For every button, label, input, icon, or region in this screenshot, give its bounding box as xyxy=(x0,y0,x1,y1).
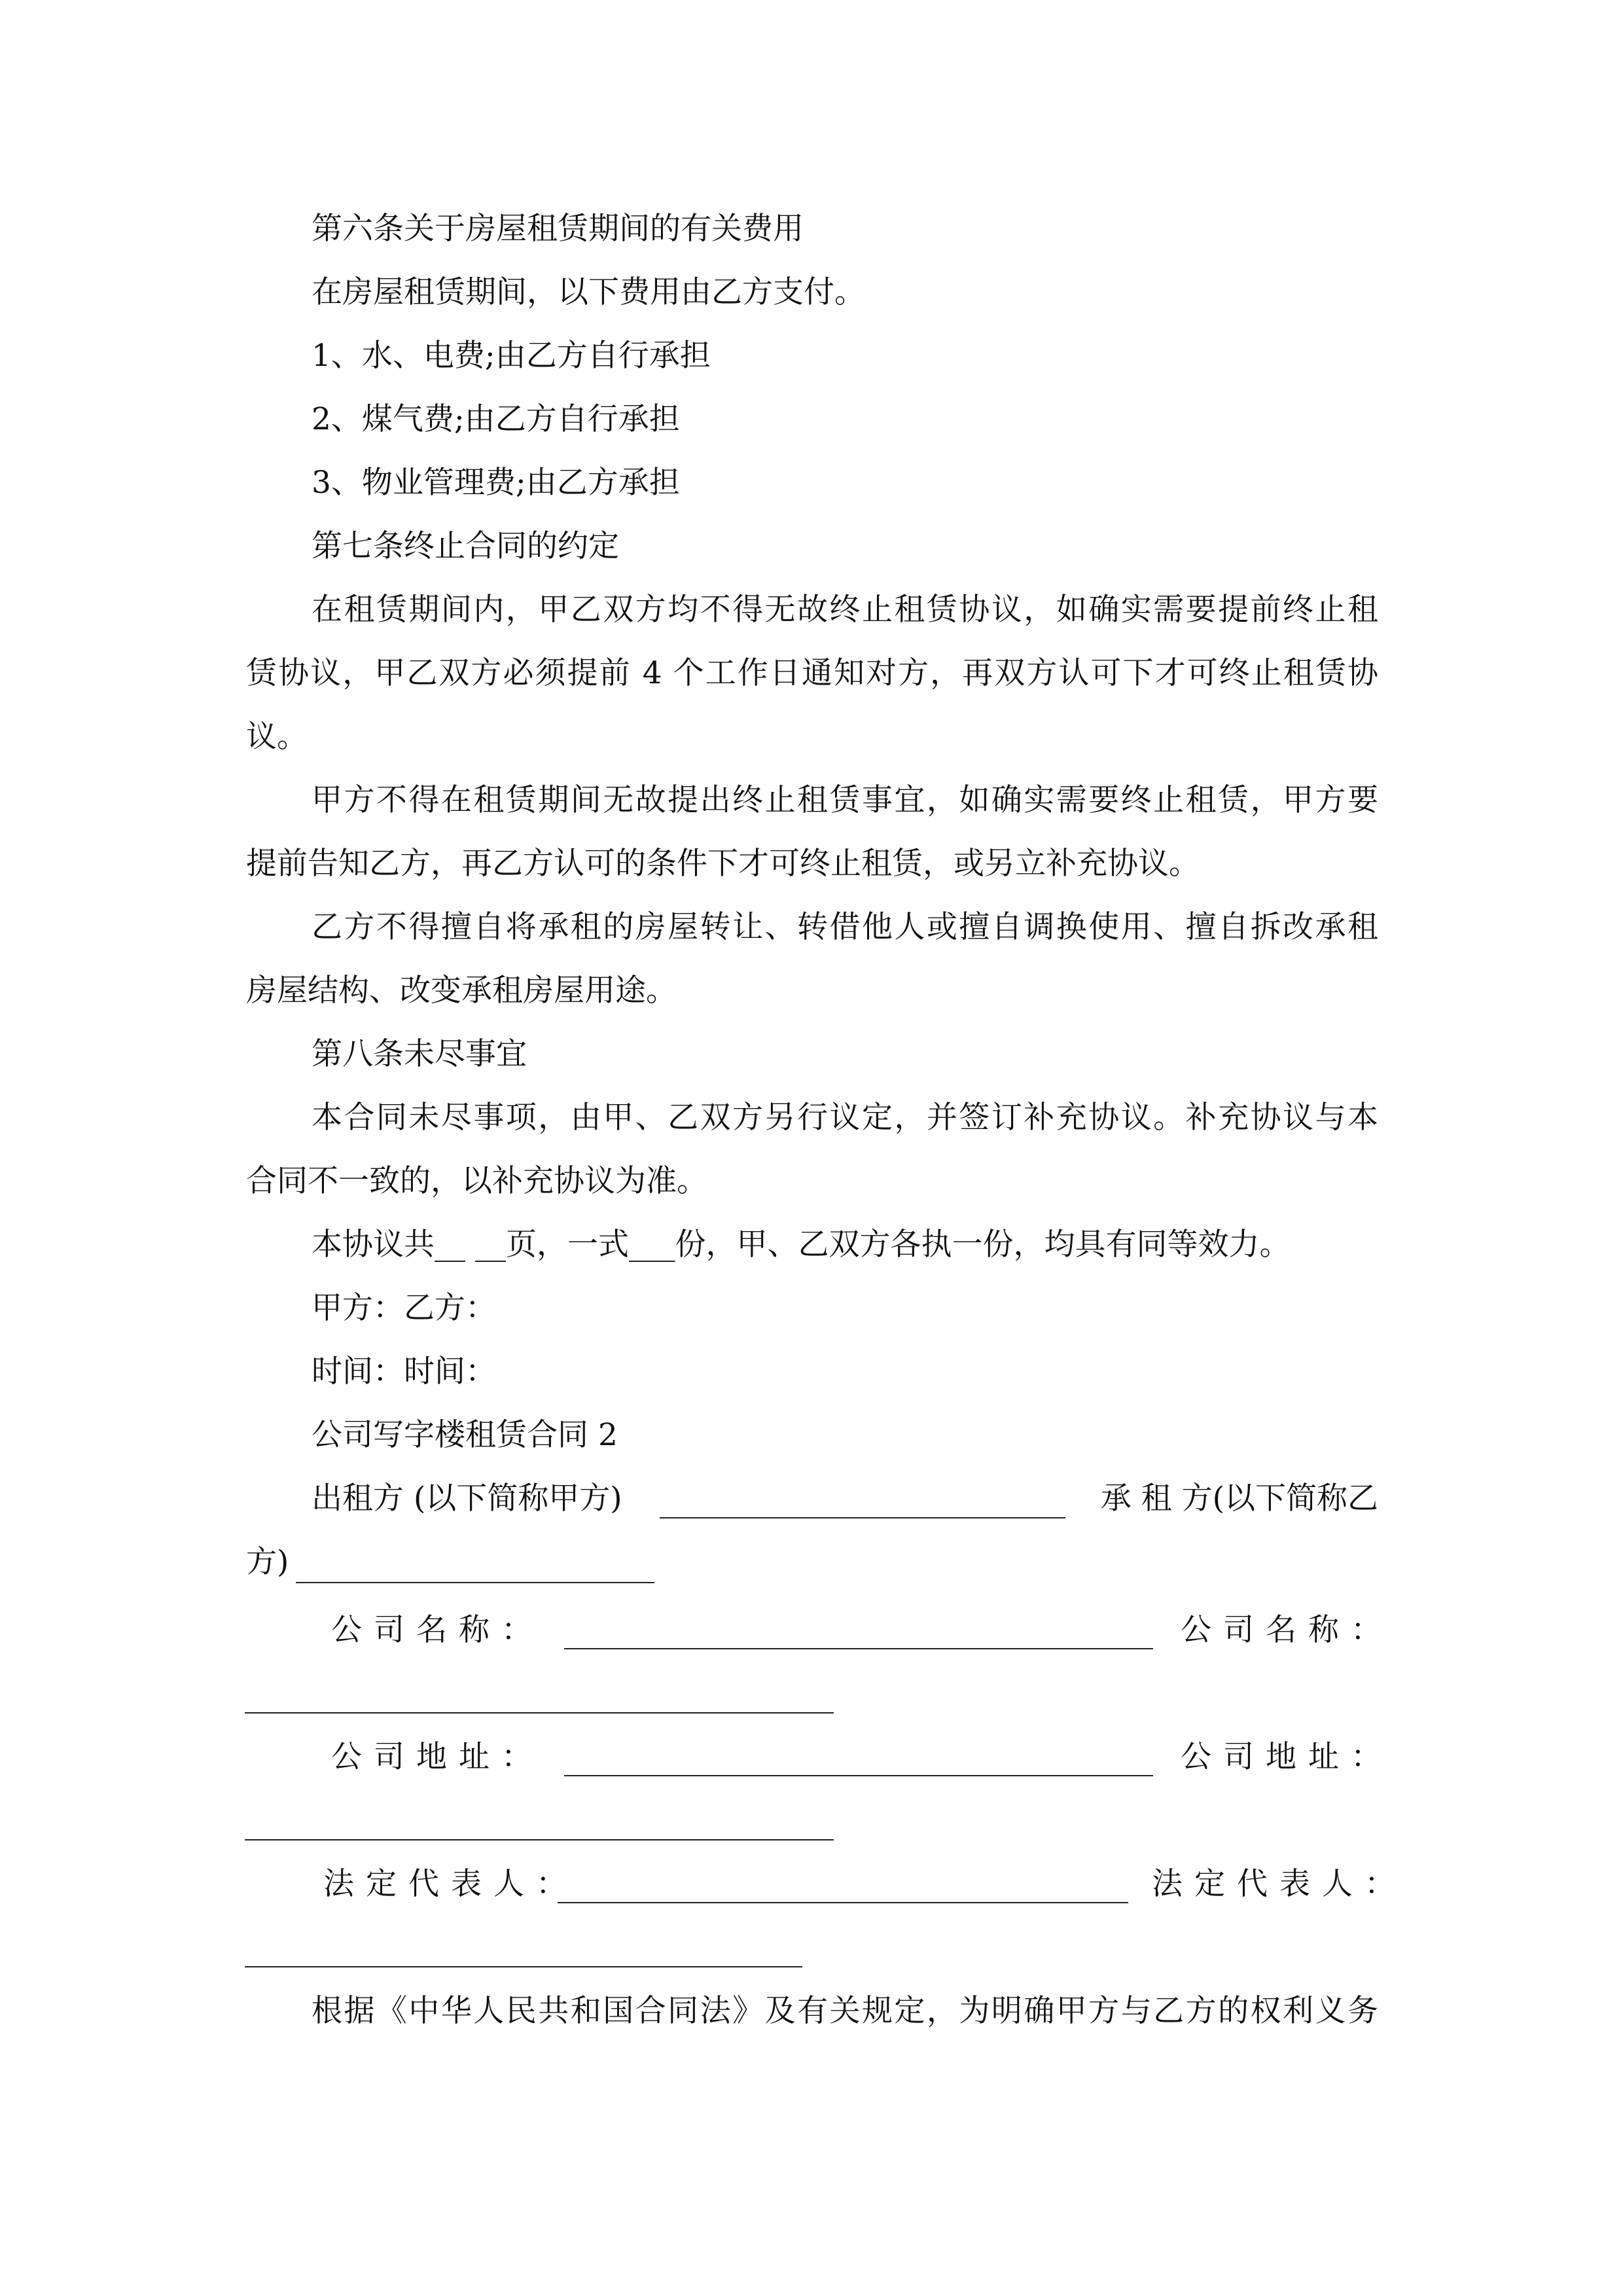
copies-part-2: __页，一式_ xyxy=(474,1227,645,1263)
paragraph-line: 合同不一致的，以补充协议为准。 xyxy=(246,1163,707,1199)
paragraph-line: 在房屋租赁期间，以下费用由乙方支付。 xyxy=(312,274,865,310)
company-name-label-party-b: 公司名称： xyxy=(1181,1612,1393,1648)
company-address-blank-party-a xyxy=(564,1775,1153,1776)
lessee-blank-line xyxy=(296,1582,654,1583)
contract-2-title: 公司写字楼租赁合同 2 xyxy=(312,1417,618,1453)
article-6-heading: 第六条关于房屋租赁期间的有关费用 xyxy=(312,211,804,247)
company-name-blank-party-a xyxy=(564,1648,1153,1649)
legal-rep-blank-party-b xyxy=(245,1966,802,1967)
paragraph-line: 提前告知乙方，再乙方认可的条件下才可终止租赁，或另立补充协议。 xyxy=(246,846,1200,882)
paragraph-line: 在租赁期间内，甲乙双方均不得无故终止租赁协议，如确实需要提前终止租 xyxy=(312,592,1378,628)
copies-line xyxy=(312,1225,1378,1265)
copies-part-3: __份，甲、乙双方各执一份，均具有同等效力。 xyxy=(644,1227,1291,1263)
lessee-label: 承 租 方(以下简称乙 xyxy=(1100,1480,1378,1516)
list-item: 2、煤气费;由乙方自行承担 xyxy=(312,401,680,437)
list-item: 3、物业管理费;由乙方承担 xyxy=(312,465,680,501)
paragraph-line: 赁协议，甲乙双方必须提前 4 个工作日通知对方，再双方认可下才可终止租赁协 xyxy=(246,655,1378,691)
article-8-heading: 第八条未尽事宜 xyxy=(312,1036,527,1072)
company-name-blank-party-b xyxy=(245,1712,834,1713)
article-7-heading: 第七条终止合同的约定 xyxy=(312,528,619,564)
paragraph-line: 乙方不得擅自将承租的房屋转让、转借他人或擅自调换使用、擅自拆改承租 xyxy=(312,909,1378,945)
list-item: 1、水、电费;由乙方自行承担 xyxy=(312,338,711,374)
closing-paragraph-line: 根据《中华人民共和国合同法》及有关规定，为明确甲方与乙方的权利义务 xyxy=(312,1993,1378,2029)
company-name-label-party-a: 公司名称： xyxy=(331,1612,544,1648)
company-address-label-party-b: 公司地址： xyxy=(1181,1739,1393,1775)
lessor-label: 出租方 (以下简称甲方) xyxy=(312,1480,622,1516)
legal-rep-label-party-a: 法定代表人： xyxy=(323,1866,579,1902)
paragraph-line: 甲方不得在租赁期间无故提出终止租赁事宜，如确实需要终止租赁，甲方要 xyxy=(312,782,1378,818)
paragraph-line: 议。 xyxy=(246,719,308,755)
signature-party-line: 甲方：乙方： xyxy=(312,1290,496,1326)
paragraph-line: 房屋结构、改变承租房屋用途。 xyxy=(246,973,677,1009)
lessee-label-cont: 方) xyxy=(246,1544,289,1580)
copies-part-1: 本协议共__ xyxy=(312,1227,465,1263)
legal-rep-label-party-b: 法定代表人： xyxy=(1152,1866,1407,1902)
paragraph-line: 本合同未尽事项，由甲、乙双方另行议定，并签订补充协议。补充协议与本 xyxy=(312,1100,1378,1136)
company-address-label-party-a: 公司地址： xyxy=(331,1739,544,1775)
lessor-blank-line xyxy=(660,1517,1065,1518)
legal-rep-blank-party-a xyxy=(558,1902,1128,1903)
signature-time-line: 时间：时间： xyxy=(312,1354,496,1390)
company-address-blank-party-b xyxy=(245,1839,834,1840)
